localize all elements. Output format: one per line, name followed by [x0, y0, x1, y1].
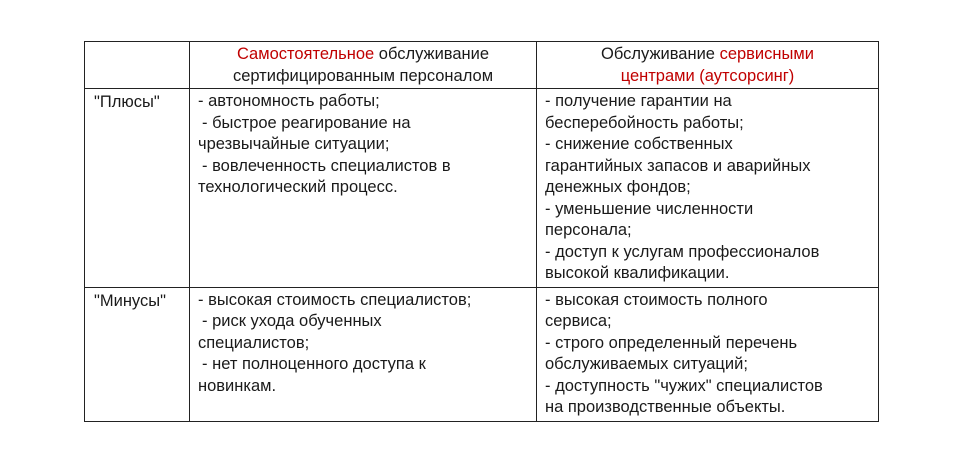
list-item — [545, 134, 874, 199]
table-header-row — [85, 42, 879, 89]
list-item-line: - риск ухода обученных — [202, 312, 382, 330]
list-item-continuation: бесперебойность работы; — [545, 113, 744, 132]
list-item-continuation: денежных фондов; — [545, 178, 691, 196]
list-item — [545, 290, 874, 333]
list-item-line: - автономность работы; — [198, 92, 380, 110]
list-item — [545, 333, 874, 376]
pros-outsourcing-cell — [537, 89, 879, 288]
list-item-continuation: обслуживаемых ситуаций; — [545, 355, 748, 373]
list-item-continuation: технологический процесс. — [198, 178, 398, 196]
list-item-line: - высокая стоимость полного — [545, 290, 768, 309]
header-self-rest: обслуживание — [374, 45, 490, 63]
list-item-line: - доступ к услугам профессионалов — [545, 242, 820, 261]
list-item — [198, 290, 532, 312]
table-row-cons — [85, 287, 879, 421]
cons-outsourcing-cell — [537, 287, 879, 421]
header-out-line1 — [543, 44, 872, 66]
list-item-line: - доступность "чужих" специалистов — [545, 376, 823, 395]
list-item-continuation: персонала; — [545, 221, 632, 239]
list-item-continuation: высокой квалификации. — [545, 264, 730, 282]
list-item-continuation: гарантийных запасов и аварийных — [545, 156, 811, 175]
header-outsourcing — [537, 42, 879, 89]
list-item — [198, 113, 532, 156]
table-row-pros — [85, 89, 879, 288]
row-label-pros: "Плюсы" — [85, 89, 190, 288]
list-item — [198, 91, 532, 113]
list-item — [198, 311, 532, 354]
list-item — [545, 242, 874, 285]
list-item-line: - высокая стоимость специалистов; — [198, 290, 472, 309]
cons-self-cell — [190, 287, 537, 421]
pros-self-cell — [190, 89, 537, 288]
list-item — [545, 376, 874, 419]
header-self-line1 — [196, 44, 530, 66]
list-item-line: - получение гарантии на — [545, 92, 732, 110]
list-item-continuation: специалистов; — [198, 333, 310, 352]
list-item-line: - нет полноценного доступа к — [202, 355, 426, 373]
header-self-service — [190, 42, 537, 89]
list-item-line: - быстрое реагирование на — [202, 113, 411, 132]
header-self-accent: Самостоятельное — [236, 45, 375, 63]
header-out-accent: сервисными — [719, 45, 814, 63]
list-item-line: - строго определенный перечень — [545, 333, 798, 352]
row-label-cons: "Минусы" — [85, 287, 190, 421]
header-out-plain: Обслуживание — [601, 45, 720, 63]
list-item-line: - вовлеченность специалистов в — [202, 156, 451, 175]
header-out-line2: центрами (аутсорсинг) — [620, 66, 795, 85]
list-item-line: - уменьшение численности — [545, 199, 754, 218]
list-item-continuation: новинкам. — [198, 376, 277, 395]
header-self-line2: сертифицированным персоналом — [232, 66, 494, 85]
list-item — [198, 354, 532, 397]
list-item — [545, 91, 874, 134]
header-empty-cell — [85, 42, 190, 89]
list-item-continuation: на производственные объекты. — [545, 398, 786, 416]
comparison-table — [84, 41, 879, 422]
list-item-continuation: чрезвычайные ситуации; — [198, 135, 390, 153]
list-item — [545, 199, 874, 242]
list-item-continuation: сервиса; — [545, 312, 612, 330]
list-item — [198, 156, 532, 199]
list-item-line: - снижение собственных — [545, 135, 733, 153]
